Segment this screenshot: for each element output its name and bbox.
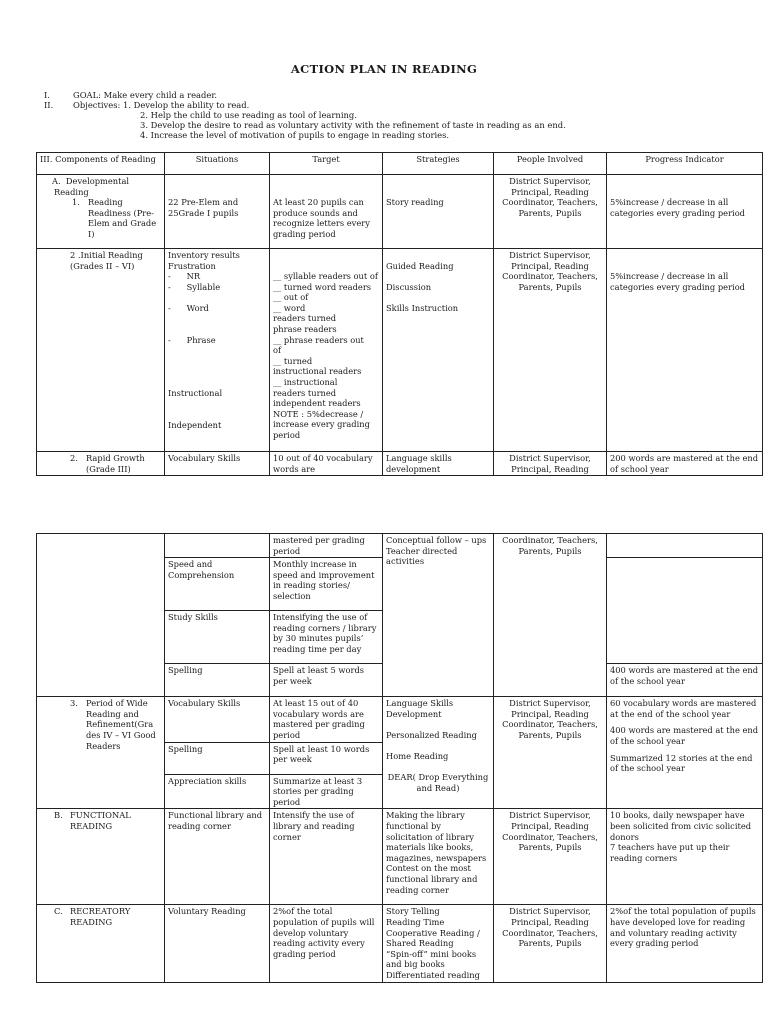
- table-header-row: [37, 153, 763, 175]
- strategy-cell: [383, 249, 494, 452]
- header-situations: Situations: [165, 153, 270, 175]
- people-cell: District Supervisor, Principal, Reading Coordinator, Teachers, Parents, Pupils: [494, 249, 607, 452]
- progress-cell: [607, 558, 763, 664]
- component-cell: [37, 452, 165, 476]
- header-strategies: Strategies: [383, 153, 494, 175]
- component-label: Reading Readiness (Pre-Elem and Grade I): [88, 197, 157, 239]
- component-cell: [37, 809, 165, 905]
- strategy-cell: Language skills development: [383, 452, 494, 476]
- situation-cell: Speed and Comprehension: [165, 558, 270, 611]
- component-cell: [37, 697, 165, 809]
- header-target: Target: [270, 153, 383, 175]
- strategy-cell: [383, 905, 494, 982]
- situation-cell: Spelling: [165, 664, 270, 697]
- situation-line: - Phrase: [168, 334, 216, 345]
- component-label: Rapid Growth (Grade III): [86, 453, 145, 474]
- component-cell: [37, 175, 165, 249]
- situation-cell: Vocabulary Skills: [165, 452, 270, 476]
- strategy-line: Skills Instruction: [386, 302, 459, 313]
- situation-line: - Word: [168, 302, 209, 313]
- strategy-text: Story reading: [386, 197, 444, 207]
- component-cell: [37, 534, 165, 697]
- target-cell: Summarize at least 3 stories per grading period: [270, 774, 383, 809]
- situation-cell: Vocabulary Skills: [165, 697, 270, 742]
- progress-text: 10 books, daily newspaper have been solicited from civic solicited donors 7 teachers have put up their reading corners: [610, 810, 752, 863]
- target-cell: Intensify the use of library and reading corner: [270, 809, 383, 905]
- strategy-line: DEAR( Drop Everything and Read): [387, 772, 491, 793]
- progress-cell: 400 words are mastered at the end of the school year: [607, 664, 763, 697]
- situation-cell: [165, 175, 270, 249]
- strategy-cell: [383, 809, 494, 905]
- situation-cell: [165, 249, 270, 452]
- strategy-line: Guided Reading: [386, 260, 454, 271]
- progress-cell: [607, 249, 763, 452]
- strategy-cell: [383, 175, 494, 249]
- people-cell: Coordinator, Teachers, Parents, Pupils: [494, 534, 607, 697]
- target-cell: Spell at least 10 words per week: [270, 742, 383, 774]
- table-row: [37, 534, 763, 558]
- component-label: FUNCTIONAL READING: [70, 810, 131, 831]
- component-label: A. Developmental Reading: [52, 176, 132, 197]
- table-row: [37, 809, 763, 905]
- situation-text: 22 Pre-Elem and 25Grade I pupils: [168, 197, 241, 218]
- table-row: [37, 452, 763, 476]
- progress-cell: [607, 534, 763, 558]
- people-cell: District Supervisor, Principal, Reading Coordinator, Teachers, Parents, Pupils: [494, 905, 607, 982]
- situation-line: - NR: [168, 271, 201, 282]
- situation-line: Independent: [168, 419, 222, 430]
- target-cell: [270, 249, 383, 452]
- target-cell: Monthly increase in speed and improvement in reading stories/ selection: [270, 558, 383, 611]
- target-cell: 10 out of 40 vocabulary words are: [270, 452, 383, 476]
- component-label: 2 .Initial Reading (Grades II – VI): [70, 250, 146, 271]
- situation-cell: Spelling: [165, 742, 270, 774]
- progress-line: Summarized 12 stories at the end of the school year: [610, 752, 756, 774]
- action-plan-table-part-2: [36, 533, 763, 983]
- strategy-line: Language Skills Development: [386, 698, 456, 719]
- table-row: [37, 175, 763, 249]
- situation-cell: Appreciation skills: [165, 774, 270, 809]
- target-cell: 2%of the total population of pupils will develop voluntary reading activity every grading period: [270, 905, 383, 982]
- people-cell: District Supervisor, Principal, Reading: [494, 452, 607, 476]
- strategy-cell: [383, 534, 494, 697]
- strategy-line: Home Reading: [386, 751, 449, 762]
- strategy-text: Conceptual follow – ups Teacher directed activities: [386, 535, 487, 567]
- target-cell: At least 15 out of 40 vocabulary words are mastered per grading period: [270, 697, 383, 742]
- people-cell: District Supervisor, Principal, Reading Coordinator, Teachers, Parents, Pupils: [494, 697, 607, 809]
- strategy-line: Discussion: [386, 281, 432, 292]
- target-cell: mastered per grading period: [270, 534, 383, 558]
- people-cell: District Supervisor, Principal, Reading Coordinator, Teachers, Parents, Pupils: [494, 175, 607, 249]
- objectives-lead: Objectives: 1. Develop the ability to read.: [73, 100, 250, 110]
- document-title: ACTION PLAN IN READING: [290, 62, 478, 76]
- strategy-line: Personalized Reading: [386, 729, 477, 740]
- target-cell: Spell at least 5 words per week: [270, 664, 383, 697]
- table-row: [37, 249, 763, 452]
- component-letter: B.: [54, 810, 63, 821]
- component-number: 2.: [70, 453, 78, 463]
- component-number: 1.: [72, 197, 80, 208]
- table-row: [37, 697, 763, 742]
- situation-line: Inventory results: [168, 250, 240, 260]
- situation-cell: Functional library and reading corner: [165, 809, 270, 905]
- situation-line: Instructional: [168, 387, 223, 398]
- component-letter: C.: [54, 906, 63, 917]
- component-number: 3.: [70, 698, 78, 709]
- objective-item: 3. Develop the desire to read as voluntary activity with the refinement of taste in reading as an end.: [140, 120, 566, 130]
- situation-cell: Voluntary Reading: [165, 905, 270, 982]
- situation-line: - Syllable: [168, 281, 221, 292]
- target-text: __ syllable readers out of __ turned word readers __ out of __ word readers turned phrase readers __ phrase readers out of __ turned instructional readers __ instructional readers turned independent readers NOTE : 5%decrease / increase every grading period: [273, 271, 378, 440]
- people-cell: District Supervisor, Principal, Reading Coordinator, Teachers, Parents, Pupils: [494, 809, 607, 905]
- objective-item: 2. Help the child to use reading as tool of learning.: [140, 110, 357, 120]
- objective-item: 4. Increase the level of motivation of pupils to engage in reading stories.: [140, 130, 450, 140]
- action-plan-table-part-1: [36, 152, 763, 476]
- objectives-number: II.: [44, 100, 54, 110]
- goal-number: I.: [44, 90, 50, 100]
- component-cell: [37, 905, 165, 982]
- progress-cell: [607, 809, 763, 905]
- target-cell: Intensifying the use of reading corners / library by 30 minutes pupils’ reading time per day: [270, 611, 383, 664]
- target-cell: [270, 175, 383, 249]
- component-label: RECREATORY READING: [70, 906, 131, 927]
- component-label: Period of Wide Reading and Refinement(Gra des IV – VI Good Readers: [86, 698, 156, 751]
- header-components: III. Components of Reading: [37, 153, 165, 175]
- strategy-text: Making the library functional by solicitation of library materials like books, magazines, newspapers Contest on the most functional library and reading corner: [386, 810, 487, 895]
- situation-cell: Study Skills: [165, 611, 270, 664]
- progress-cell: [607, 175, 763, 249]
- target-text: At least 20 pupils can produce sounds and recognize letters every grading period: [273, 197, 373, 239]
- goal-text: GOAL: Make every child a reader.: [73, 90, 218, 100]
- situation-line: Frustration: [168, 260, 216, 271]
- progress-cell: [607, 697, 763, 809]
- progress-text: 5%increase / decrease in all categories every grading period: [610, 197, 745, 218]
- strategy-cell: [383, 697, 494, 809]
- progress-line: 60 vocabulary words are mastered at the end of the school year: [610, 698, 759, 719]
- progress-cell: 2%of the total population of pupils have developed love for reading and voluntary reading activity every grading period: [607, 905, 763, 982]
- component-cell: [37, 249, 165, 452]
- table-row: [37, 905, 763, 982]
- progress-line: 400 words are mastered at the end of the school year: [610, 725, 761, 746]
- progress-text: 5%increase / decrease in all categories every grading period: [610, 271, 745, 292]
- progress-cell: 200 words are mastered at the end of school year: [607, 452, 763, 476]
- strategy-text: Story Telling Reading Time Cooperative Reading / Shared Reading “Spin-off” mini books and big books Differentiated reading: [386, 906, 480, 980]
- header-people-involved: People Involved: [494, 153, 607, 175]
- header-progress-indicator: Progress Indicator: [607, 153, 763, 175]
- situation-cell: [165, 534, 270, 558]
